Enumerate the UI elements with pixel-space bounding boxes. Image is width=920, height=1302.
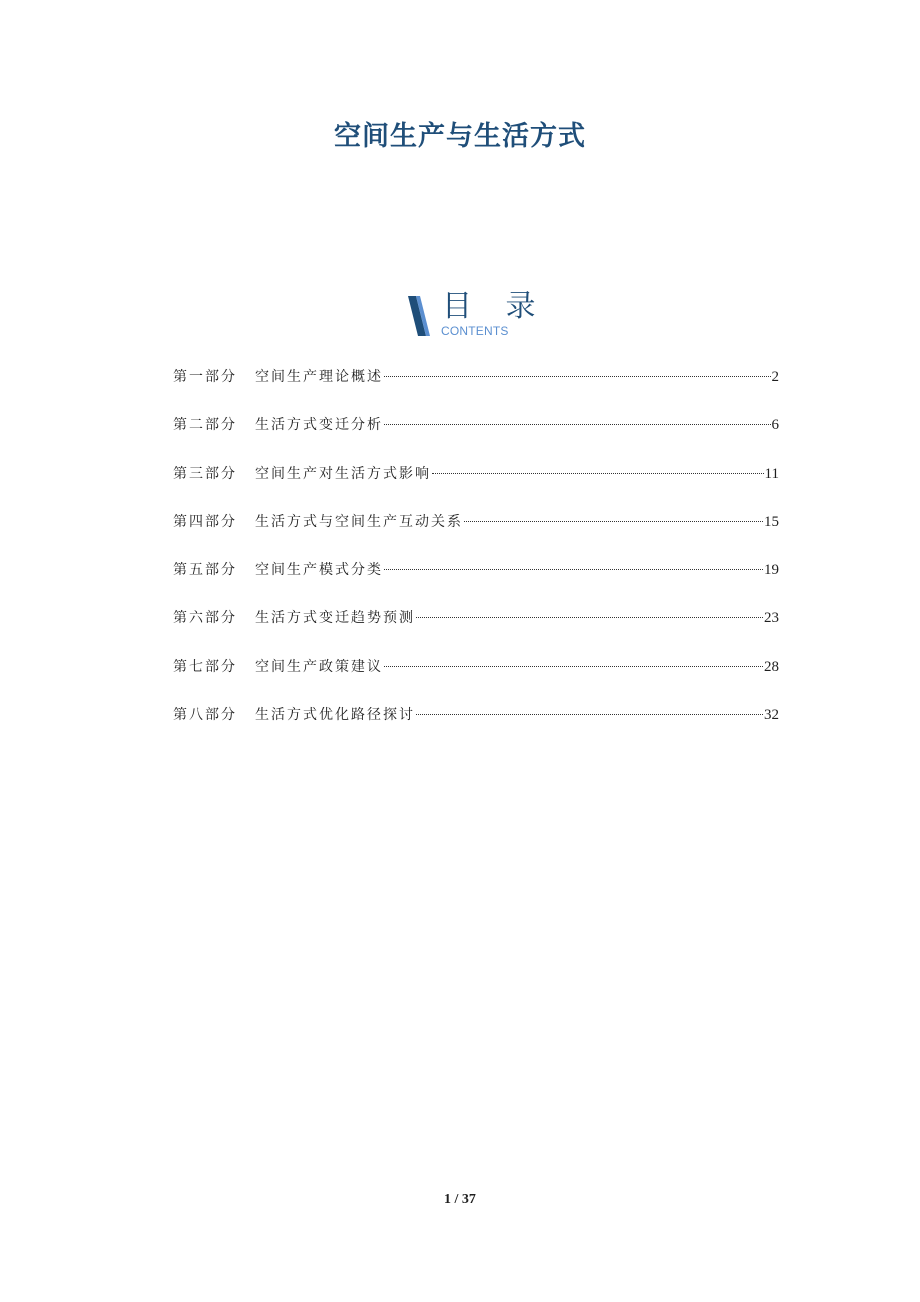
toc-dot-leader [464, 521, 763, 522]
toc-entry-title: 生活方式与空间生产互动关系 [255, 513, 463, 530]
toc-dot-leader [384, 666, 763, 667]
toc-page-number: 11 [764, 465, 779, 482]
toc-dot-leader [416, 617, 763, 618]
toc-entry[interactable] [173, 557, 779, 605]
toc-page-number: 15 [764, 513, 779, 530]
toc-entry[interactable] [173, 509, 779, 557]
toc-entry-title: 空间生产政策建议 [255, 658, 383, 675]
toc-page-number: 23 [764, 610, 779, 627]
toc-heading-cn: 目 录 [442, 289, 548, 324]
toc-part-label: 第四部分 [173, 513, 237, 530]
toc-entry[interactable] [173, 654, 779, 702]
toc-list [173, 364, 779, 750]
toc-part-label: 第二部分 [173, 417, 237, 434]
page-number-footer: 1 / 37 [444, 1192, 476, 1207]
toc-page-number: 28 [764, 658, 779, 675]
toc-entry-title: 生活方式变迁趋势预测 [255, 610, 415, 627]
toc-entry[interactable] [173, 364, 779, 412]
document-title: 空间生产与生活方式 [334, 121, 586, 152]
toc-part-label: 第六部分 [173, 610, 237, 627]
toc-page-number: 32 [764, 707, 779, 724]
toc-dot-leader [432, 473, 764, 474]
toc-entry[interactable] [173, 461, 779, 509]
toc-heading [404, 289, 548, 342]
toc-dot-leader [384, 376, 771, 377]
toc-dot-leader [384, 424, 771, 425]
toc-entry-title: 生活方式变迁分析 [255, 417, 383, 434]
toc-page-number: 2 [771, 369, 779, 385]
toc-dot-leader [416, 714, 763, 715]
toc-heading-en: CONTENTS [441, 324, 509, 338]
toc-entry-title: 空间生产理论概述 [255, 369, 383, 385]
toc-page-number: 19 [764, 562, 779, 579]
toc-dot-leader [384, 569, 763, 570]
toc-entry[interactable] [173, 605, 779, 653]
toc-entry[interactable] [173, 702, 779, 750]
toc-part-label: 第一部分 [173, 369, 237, 385]
toc-part-label: 第七部分 [173, 658, 237, 675]
toc-entry[interactable] [173, 412, 779, 460]
toc-entry-title: 生活方式优化路径探讨 [255, 707, 415, 724]
toc-entry-title: 空间生产模式分类 [255, 562, 383, 579]
toc-part-label: 第五部分 [173, 562, 237, 579]
toc-entry-title: 空间生产对生活方式影响 [255, 465, 431, 482]
toc-bookmark-icon [406, 294, 434, 338]
toc-part-label: 第三部分 [173, 465, 237, 482]
toc-part-label: 第八部分 [173, 707, 237, 724]
toc-page-number: 6 [771, 417, 779, 434]
